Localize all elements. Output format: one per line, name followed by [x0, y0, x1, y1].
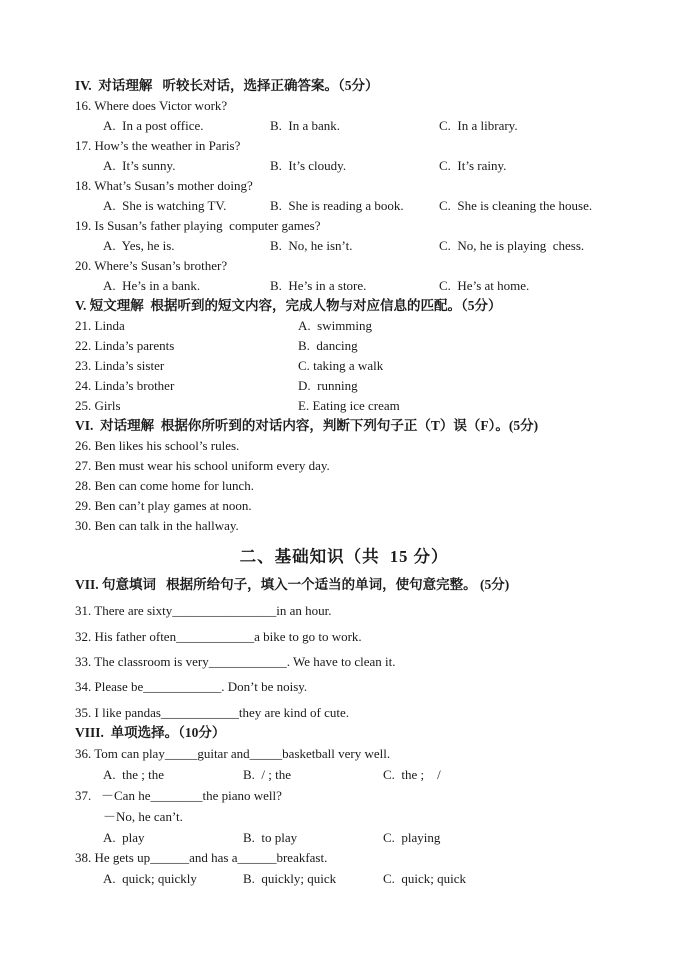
option-16-a: A. In a post office. [103, 118, 204, 133]
option-16-c: C. In a library. [439, 118, 518, 133]
option-18-b: B. She is reading a book. [270, 198, 404, 213]
match-left-23: 23. Linda’s sister [75, 358, 165, 373]
section-viii-header: VIII. 单项选择。（10分） [75, 725, 226, 740]
section-vii-header: VII. 句意填词 根据所给句子，填入一个适当的单词，使句意完整。 (5分) [75, 577, 510, 592]
option-20-b: B. He’s in a store. [270, 278, 367, 293]
option-17-c: C. It’s rainy. [439, 158, 507, 173]
option-18-a: A. She is watching TV. [103, 198, 227, 213]
match-left-24: 24. Linda’s brother [75, 378, 175, 393]
option-36-a: A. the ; the [103, 767, 165, 782]
match-left-22: 22. Linda’s parents [75, 338, 175, 353]
match-left-25: 25. Girls [75, 398, 121, 413]
section-v-header: V. 短文理解 根据听到的短文内容，完成人物与对应信息的匹配。（5分） [75, 298, 502, 313]
option-38-c: C. quick; quick [383, 871, 467, 886]
question-16: 16. Where does Victor work? [75, 98, 228, 113]
section-iv-header: IV. 对话理解 听较长对话，选择正确答案。（5分） [75, 78, 379, 93]
question-20: 20. Where’s Susan’s brother? [75, 258, 228, 273]
match-right-c: C. taking a walk [298, 358, 384, 373]
option-19-b: B. No, he isn’t. [270, 238, 353, 253]
fill-blank-31: 31. There are sixty________________in an hour. [75, 603, 332, 618]
statement-29: 29. Ben can’t play games at noon. [75, 498, 252, 513]
option-37-a: A. play [103, 830, 145, 845]
option-17-a: A. It’s sunny. [103, 158, 176, 173]
match-left-21: 21. Linda [75, 318, 125, 333]
question-38: 38. He gets up______and has a______breakfast. [75, 850, 328, 865]
fill-blank-35: 35. I like pandas____________they are kind of cute. [75, 705, 350, 720]
option-17-b: B. It’s cloudy. [270, 158, 347, 173]
statement-30: 30. Ben can talk in the hallway. [75, 518, 239, 533]
question-19: 19. Is Susan’s father playing computer games? [75, 218, 321, 233]
fill-blank-34: 34. Please be____________. Don’t be noisy. [75, 679, 308, 694]
option-38-a: A. quick; quickly [103, 871, 197, 886]
fill-blank-33: 33. The classroom is very____________. We have to clean it. [75, 654, 396, 669]
option-19-a: A. Yes, he is. [103, 238, 175, 253]
option-37-b: B. to play [243, 830, 298, 845]
option-36-b: B. / ; the [243, 767, 292, 782]
question-18: 18. What’s Susan’s mother doing? [75, 178, 253, 193]
option-16-b: B. In a bank. [270, 118, 341, 133]
option-37-c: C. playing [383, 830, 441, 845]
question-36: 36. Tom can play_____guitar and_____basketball very well. [75, 746, 391, 761]
statement-27: 27. Ben must wear his school uniform every day. [75, 458, 330, 473]
question-37-line1: 37. －Can he________the piano well? [75, 788, 282, 803]
match-right-b: B. dancing [298, 338, 358, 353]
fill-blank-32: 32. His father often____________a bike to go to work. [75, 629, 362, 644]
match-right-e: E. Eating ice cream [298, 398, 400, 413]
question-37-line2: －No, he can’t. [103, 809, 183, 824]
statement-26: 26. Ben likes his school’s rules. [75, 438, 240, 453]
option-36-c: C. the ; / [383, 767, 441, 782]
option-18-c: C. She is cleaning the house. [439, 198, 593, 213]
option-38-b: B. quickly; quick [243, 871, 337, 886]
part-two-title: 二、基础知识（共 15 分） [239, 547, 449, 566]
match-right-d: D. running [298, 378, 358, 393]
option-20-a: A. He’s in a bank. [103, 278, 201, 293]
match-right-a: A. swimming [298, 318, 373, 333]
section-vi-header: VI. 对话理解 根据你所听到的对话内容，判断下列句子正（T）误（F）。(5分) [75, 418, 539, 433]
option-19-c: C. No, he is playing chess. [439, 238, 585, 253]
statement-28: 28. Ben can come home for lunch. [75, 478, 255, 493]
question-17: 17. How’s the weather in Paris? [75, 138, 241, 153]
option-20-c: C. He’s at home. [439, 278, 530, 293]
